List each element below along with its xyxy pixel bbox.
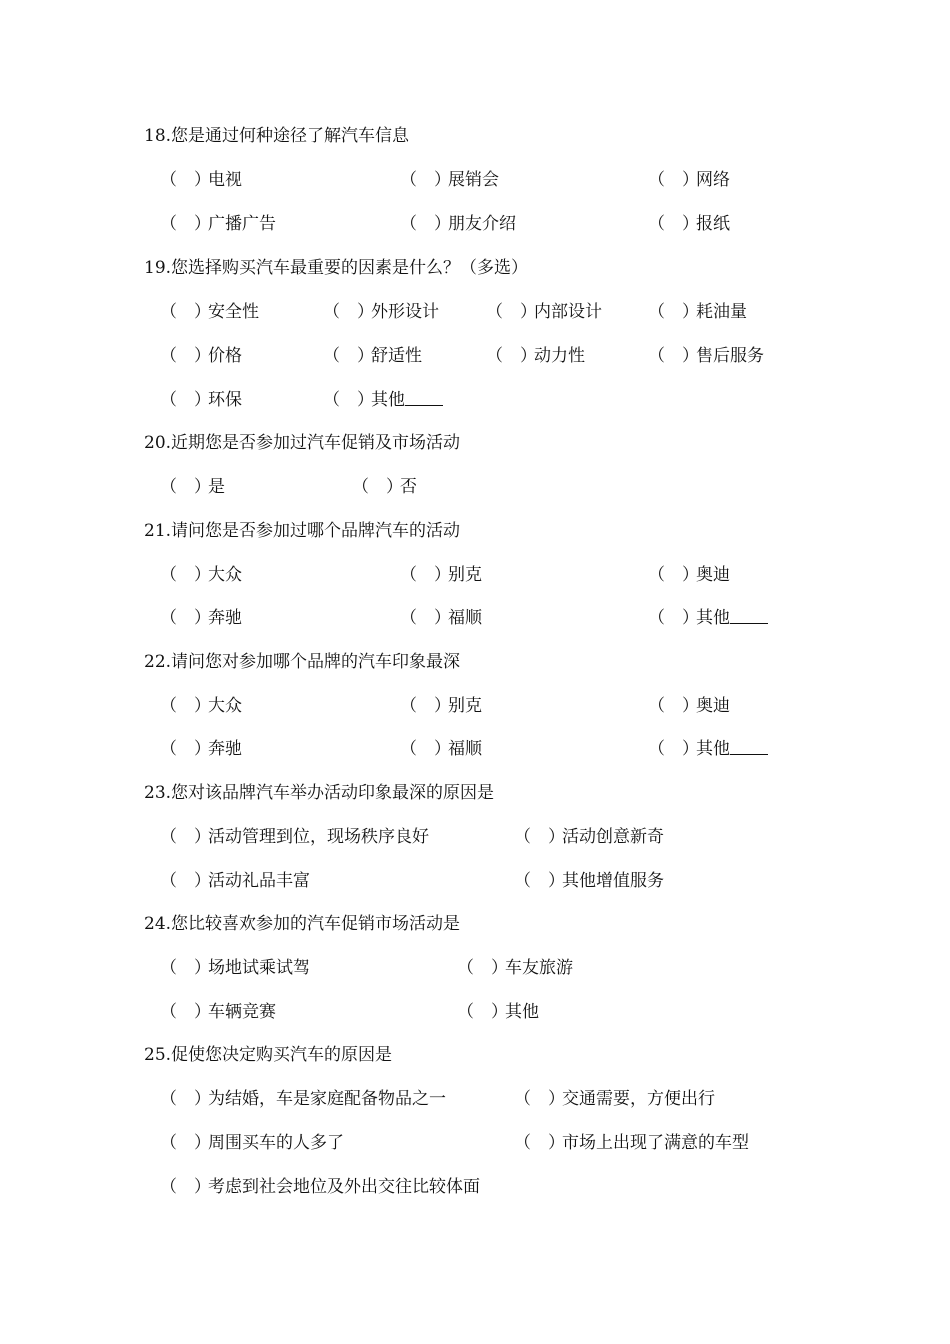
question-24-title: 24.您比较喜欢参加的汽车促销市场活动是 [144, 914, 461, 934]
option-q19-safety[interactable]: （ ）安全性 [160, 302, 259, 322]
option-label: 报纸 [696, 214, 730, 234]
option-label: 奔驰 [208, 608, 242, 628]
option-q20-no[interactable]: （ ）否 [352, 477, 417, 497]
option-label: 动力性 [534, 346, 585, 366]
question-20-title: 20.近期您是否参加过汽车促销及市场活动 [144, 433, 461, 453]
option-label: 其他 [505, 1002, 539, 1022]
option-q22-other[interactable]: （ ）其他 [648, 737, 768, 761]
option-q21-benz[interactable]: （ ）奔驰 [160, 608, 242, 628]
option-q18-expo[interactable]: （ ）展销会 [400, 170, 499, 190]
option-label: 别克 [448, 565, 482, 585]
option-label: 安全性 [208, 302, 259, 322]
option-q25-social-status[interactable]: （ ）考虑到社会地位及外出交往比较体面 [160, 1177, 480, 1197]
question-23-title: 23.您对该品牌汽车举办活动印象最深的原因是 [144, 783, 495, 803]
option-label: 是 [208, 477, 225, 497]
option-label: 外形设计 [371, 302, 439, 322]
option-q23-creative[interactable]: （ ）活动创意新奇 [514, 827, 664, 847]
option-q19-power[interactable]: （ ）动力性 [486, 346, 585, 366]
option-q25-marriage[interactable]: （ ）为结婚，车是家庭配备物品之一 [160, 1089, 446, 1109]
option-q21-fushun[interactable]: （ ）福顺 [400, 608, 482, 628]
option-q24-test-drive[interactable]: （ ）场地试乘试驾 [160, 958, 310, 978]
option-label: 展销会 [448, 170, 499, 190]
option-label: 车友旅游 [505, 958, 573, 978]
option-label: 市场上出现了满意的车型 [562, 1133, 749, 1153]
option-label: 场地试乘试驾 [208, 958, 310, 978]
question-25-title: 25.促使您决定购买汽车的原因是 [144, 1045, 393, 1065]
fill-in-blank[interactable] [405, 389, 443, 406]
option-label: 其他 [696, 739, 730, 759]
option-label: 车辆竞赛 [208, 1002, 276, 1022]
fill-in-blank[interactable] [730, 607, 768, 624]
option-q22-audi[interactable]: （ ）奥迪 [648, 696, 730, 716]
option-q18-newspaper[interactable]: （ ）报纸 [648, 214, 730, 234]
question-21-title: 21.请问您是否参加过哪个品牌汽车的活动 [144, 521, 461, 541]
option-label: 其他 [371, 390, 405, 410]
option-label: 大众 [208, 696, 242, 716]
option-label: 活动礼品丰富 [208, 871, 310, 891]
option-q22-fushun[interactable]: （ ）福顺 [400, 739, 482, 759]
option-q18-radio-ads[interactable]: （ ）广播广告 [160, 214, 276, 234]
option-label: 交通需要，方便出行 [562, 1089, 715, 1109]
option-label: 广播广告 [208, 214, 276, 234]
option-q21-other[interactable]: （ ）其他 [648, 606, 768, 630]
fill-in-blank[interactable] [730, 738, 768, 755]
option-label: 考虑到社会地位及外出交往比较体面 [208, 1177, 480, 1197]
option-q19-interior-design[interactable]: （ ）内部设计 [486, 302, 602, 322]
option-label: 活动管理到位，现场秩序良好 [208, 827, 429, 847]
option-q19-comfort[interactable]: （ ）舒适性 [323, 346, 422, 366]
option-label: 朋友介绍 [448, 214, 516, 234]
option-q23-value-added[interactable]: （ ）其他增值服务 [514, 871, 664, 891]
option-label: 其他增值服务 [562, 871, 664, 891]
option-label: 福顺 [448, 739, 482, 759]
option-label: 环保 [208, 390, 242, 410]
option-label: 奥迪 [696, 696, 730, 716]
option-q19-after-sales[interactable]: （ ）售后服务 [648, 346, 764, 366]
option-label: 周围买车的人多了 [208, 1133, 344, 1153]
option-q19-exterior-design[interactable]: （ ）外形设计 [323, 302, 439, 322]
option-q23-well-managed[interactable]: （ ）活动管理到位，现场秩序良好 [160, 827, 429, 847]
option-q19-price[interactable]: （ ）价格 [160, 346, 242, 366]
option-q18-tv[interactable]: （ ）电视 [160, 170, 242, 190]
option-q18-friend-referral[interactable]: （ ）朋友介绍 [400, 214, 516, 234]
option-label: 奔驰 [208, 739, 242, 759]
option-label: 福顺 [448, 608, 482, 628]
option-label: 大众 [208, 565, 242, 585]
option-q20-yes[interactable]: （ ）是 [160, 477, 225, 497]
option-q21-buick[interactable]: （ ）别克 [400, 565, 482, 585]
option-q19-fuel-consumption[interactable]: （ ）耗油量 [648, 302, 747, 322]
option-q21-volkswagen[interactable]: （ ）大众 [160, 565, 242, 585]
option-q19-eco[interactable]: （ ）环保 [160, 390, 242, 410]
option-q19-other[interactable]: （ ）其他 [323, 388, 443, 412]
option-q25-peers-bought[interactable]: （ ）周围买车的人多了 [160, 1133, 344, 1153]
option-label: 否 [400, 477, 417, 497]
question-19-title: 19.您选择购买汽车最重要的因素是什么？（多选） [144, 258, 529, 278]
option-q22-volkswagen[interactable]: （ ）大众 [160, 696, 242, 716]
option-q25-transport[interactable]: （ ）交通需要，方便出行 [514, 1089, 715, 1109]
question-22-title: 22.请问您对参加哪个品牌的汽车印象最深 [144, 652, 461, 672]
option-label: 活动创意新奇 [562, 827, 664, 847]
option-label: 售后服务 [696, 346, 764, 366]
question-18-title: 18.您是通过何种途径了解汽车信息 [144, 126, 410, 146]
option-label: 舒适性 [371, 346, 422, 366]
option-label: 其他 [696, 608, 730, 628]
option-label: 电视 [208, 170, 242, 190]
option-q25-satisfying-model[interactable]: （ ）市场上出现了满意的车型 [514, 1133, 749, 1153]
option-q24-other[interactable]: （ ）其他 [457, 1002, 539, 1022]
option-q18-internet[interactable]: （ ）网络 [648, 170, 730, 190]
option-q24-car-club-trip[interactable]: （ ）车友旅游 [457, 958, 573, 978]
option-q23-rich-gifts[interactable]: （ ）活动礼品丰富 [160, 871, 310, 891]
option-label: 奥迪 [696, 565, 730, 585]
option-q22-buick[interactable]: （ ）别克 [400, 696, 482, 716]
option-label: 为结婚，车是家庭配备物品之一 [208, 1089, 446, 1109]
option-q21-audi[interactable]: （ ）奥迪 [648, 565, 730, 585]
option-q22-benz[interactable]: （ ）奔驰 [160, 739, 242, 759]
option-q24-racing[interactable]: （ ）车辆竞赛 [160, 1002, 276, 1022]
option-label: 耗油量 [696, 302, 747, 322]
option-label: 内部设计 [534, 302, 602, 322]
option-label: 网络 [696, 170, 730, 190]
option-label: 别克 [448, 696, 482, 716]
option-label: 价格 [208, 346, 242, 366]
